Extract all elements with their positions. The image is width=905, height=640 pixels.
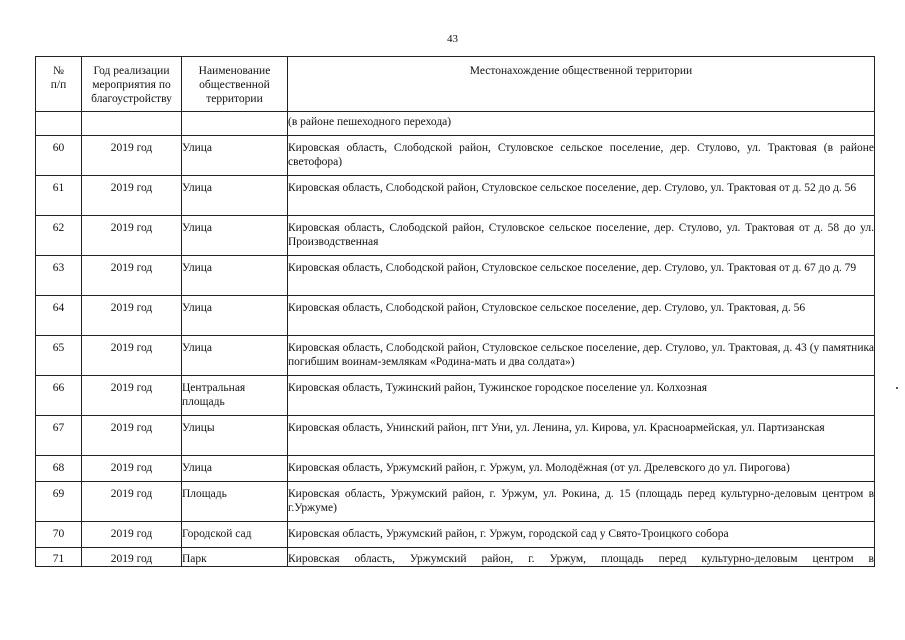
row-location: Кировская область, Слободской район, Стуловское сельское поселение, дер. Стулово, ул. Трактовая от д. 67 до д. 79 xyxy=(288,256,875,296)
page-number: 43 xyxy=(447,33,458,45)
table-row xyxy=(36,482,875,522)
header-name: Наименование общественной территории xyxy=(182,57,288,112)
table-row xyxy=(36,416,875,456)
row-num: 60 xyxy=(36,136,82,176)
row-num: 71 xyxy=(36,548,82,567)
table-row xyxy=(36,522,875,548)
row-name: Улица xyxy=(182,456,288,482)
row-num: 62 xyxy=(36,216,82,256)
table-row xyxy=(36,256,875,296)
row-num: 68 xyxy=(36,456,82,482)
row-name: Центральная площадь xyxy=(182,376,288,416)
row-location: Кировская область, Слободской район, Стуловское сельское поселение, дер. Стулово, ул. Трактовая, д. 56 xyxy=(288,296,875,336)
row-year: 2019 год xyxy=(82,522,182,548)
table-row xyxy=(36,136,875,176)
row-name: Парк xyxy=(182,548,288,567)
row-num: 65 xyxy=(36,336,82,376)
row-name: Улица xyxy=(182,256,288,296)
row-location: Кировская область, Слободской район, Стуловское сельское поселение, дер. Стулово, ул. Трактовая (в районе светофора) xyxy=(288,136,875,176)
table-row xyxy=(36,336,875,376)
row-year: 2019 год xyxy=(82,256,182,296)
row-location: Кировская область, Тужинский район, Тужинское городское поселение ул. Колхозная xyxy=(288,376,875,416)
scan-speck xyxy=(896,387,898,389)
row-num: 66 xyxy=(36,376,82,416)
header-location: Местонахождение общественной территории xyxy=(288,57,875,112)
row-location: Кировская область, Уржумский район, г. Уржум, городской сад у Свято-Троицкого собора xyxy=(288,522,875,548)
row-num: 64 xyxy=(36,296,82,336)
table-row xyxy=(36,376,875,416)
row-year: 2019 год xyxy=(82,416,182,456)
row-location: Кировская область, Уржумский район, г. Уржум, площадь перед культурно-деловым центром в xyxy=(288,548,875,567)
table-row xyxy=(36,548,875,567)
row-location: Кировская область, Слободской район, Стуловское сельское поселение, дер. Стулово, ул. Трактовая от д. 52 до д. 56 xyxy=(288,176,875,216)
row-name: Улицы xyxy=(182,416,288,456)
row-year: 2019 год xyxy=(82,136,182,176)
row-location: Кировская область, Слободской район, Стуловское сельское поселение, дер. Стулово, ул. Трактовая, д. 43 (у памятника погибшим воинам-землякам «Родина-мать и два солдата») xyxy=(288,336,875,376)
row-name: Площадь xyxy=(182,482,288,522)
table-row-continuation xyxy=(36,112,875,136)
row-location: Кировская область, Слободской район, Стуловское сельское поселение, дер. Стулово, ул. Трактовая от д. 58 до ул. Производственная xyxy=(288,216,875,256)
row-year: 2019 год xyxy=(82,548,182,567)
row-year: 2019 год xyxy=(82,376,182,416)
row-location: Кировская область, Уржумский район, г. Уржум, ул. Рокина, д. 15 (площадь перед культурно-деловым центром в г.Уржуме) xyxy=(288,482,875,522)
row-name: Улица xyxy=(182,336,288,376)
row-num: 67 xyxy=(36,416,82,456)
header-year: Год реализации мероприятия по благоустройству xyxy=(82,57,182,112)
row-name: Городской сад xyxy=(182,522,288,548)
row-num: 69 xyxy=(36,482,82,522)
row-num: 61 xyxy=(36,176,82,216)
row-name: Улица xyxy=(182,216,288,256)
table-row xyxy=(36,176,875,216)
row-num: 63 xyxy=(36,256,82,296)
row-location: Кировская область, Уржумский район, г. Уржум, ул. Молодёжная (от ул. Дрелевского до ул. Пирогова) xyxy=(288,456,875,482)
territories-table xyxy=(35,56,875,567)
table-row xyxy=(36,456,875,482)
row-year: 2019 год xyxy=(82,456,182,482)
row-year: 2019 год xyxy=(82,482,182,522)
row-name: Улица xyxy=(182,296,288,336)
row-year: 2019 год xyxy=(82,336,182,376)
row-name: Улица xyxy=(182,136,288,176)
row-year: 2019 год xyxy=(82,176,182,216)
header-num: № п/п xyxy=(36,57,82,112)
row-name: Улица xyxy=(182,176,288,216)
table-row xyxy=(36,216,875,256)
row-year: 2019 год xyxy=(82,296,182,336)
row-year: 2019 год xyxy=(82,216,182,256)
continuation-text: (в районе пешеходного перехода) xyxy=(288,112,875,136)
row-num: 70 xyxy=(36,522,82,548)
table-row xyxy=(36,296,875,336)
table-header-row xyxy=(36,57,875,112)
row-location: Кировская область, Унинский район, пгт Уни, ул. Ленина, ул. Кирова, ул. Красноармейская, ул. Партизанская xyxy=(288,416,875,456)
